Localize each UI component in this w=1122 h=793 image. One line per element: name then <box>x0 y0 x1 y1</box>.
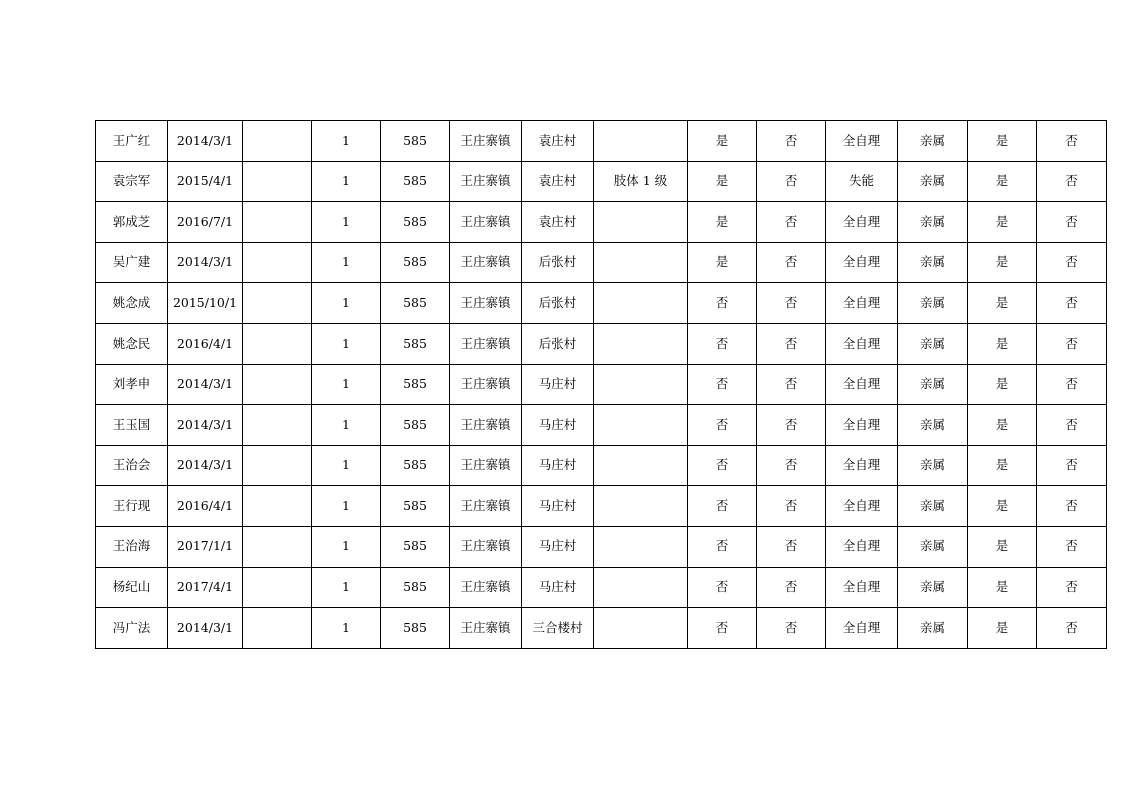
flag-c-cell: 是 <box>968 161 1037 202</box>
village-cell: 袁庄村 <box>522 202 594 243</box>
disability-cell <box>594 608 688 649</box>
flag-b-cell: 否 <box>757 242 826 283</box>
care-level-cell: 全自理 <box>826 121 898 162</box>
town-cell: 王庄寨镇 <box>450 242 522 283</box>
table-row <box>96 323 1107 364</box>
table-row <box>96 567 1107 608</box>
start-date-cell: 2016/4/1 <box>168 486 243 527</box>
village-cell: 马庄村 <box>522 486 594 527</box>
amount-cell: 585 <box>381 486 450 527</box>
town-cell: 王庄寨镇 <box>450 526 522 567</box>
flag-a-cell: 否 <box>688 283 757 324</box>
flag-d-cell: 否 <box>1037 364 1107 405</box>
flag-d-cell: 否 <box>1037 323 1107 364</box>
person-name-cell: 冯广法 <box>96 608 168 649</box>
person-name-cell: 袁宗军 <box>96 161 168 202</box>
person-name-cell: 郭成芝 <box>96 202 168 243</box>
count-cell: 1 <box>312 486 381 527</box>
town-cell: 王庄寨镇 <box>450 161 522 202</box>
table-row <box>96 121 1107 162</box>
flag-a-cell: 否 <box>688 445 757 486</box>
empty-cell <box>243 161 312 202</box>
flag-a-cell: 否 <box>688 526 757 567</box>
flag-b-cell: 否 <box>757 405 826 446</box>
person-name-cell: 姚念民 <box>96 323 168 364</box>
flag-a-cell: 否 <box>688 405 757 446</box>
table-row <box>96 202 1107 243</box>
flag-b-cell: 否 <box>757 283 826 324</box>
table-row <box>96 161 1107 202</box>
flag-a-cell: 否 <box>688 567 757 608</box>
table-row <box>96 608 1107 649</box>
relation-cell: 亲属 <box>898 242 968 283</box>
person-name-cell: 王行现 <box>96 486 168 527</box>
count-cell: 1 <box>312 364 381 405</box>
table-row <box>96 405 1107 446</box>
flag-d-cell: 否 <box>1037 405 1107 446</box>
care-level-cell: 全自理 <box>826 567 898 608</box>
count-cell: 1 <box>312 283 381 324</box>
start-date-cell: 2016/7/1 <box>168 202 243 243</box>
empty-cell <box>243 364 312 405</box>
flag-c-cell: 是 <box>968 202 1037 243</box>
flag-b-cell: 否 <box>757 486 826 527</box>
flag-c-cell: 是 <box>968 567 1037 608</box>
care-level-cell: 全自理 <box>826 445 898 486</box>
relation-cell: 亲属 <box>898 323 968 364</box>
flag-b-cell: 否 <box>757 161 826 202</box>
town-cell: 王庄寨镇 <box>450 405 522 446</box>
flag-a-cell: 否 <box>688 323 757 364</box>
town-cell: 王庄寨镇 <box>450 283 522 324</box>
amount-cell: 585 <box>381 121 450 162</box>
empty-cell <box>243 486 312 527</box>
start-date-cell: 2014/3/1 <box>168 364 243 405</box>
flag-d-cell: 否 <box>1037 242 1107 283</box>
flag-c-cell: 是 <box>968 323 1037 364</box>
start-date-cell: 2014/3/1 <box>168 445 243 486</box>
count-cell: 1 <box>312 323 381 364</box>
person-name-cell: 杨纪山 <box>96 567 168 608</box>
village-cell: 马庄村 <box>522 526 594 567</box>
disability-cell <box>594 445 688 486</box>
count-cell: 1 <box>312 526 381 567</box>
amount-cell: 585 <box>381 364 450 405</box>
flag-d-cell: 否 <box>1037 567 1107 608</box>
empty-cell <box>243 405 312 446</box>
empty-cell <box>243 242 312 283</box>
start-date-cell: 2015/4/1 <box>168 161 243 202</box>
person-name-cell: 王治会 <box>96 445 168 486</box>
town-cell: 王庄寨镇 <box>450 445 522 486</box>
flag-d-cell: 否 <box>1037 445 1107 486</box>
amount-cell: 585 <box>381 526 450 567</box>
flag-b-cell: 否 <box>757 323 826 364</box>
start-date-cell: 2014/3/1 <box>168 608 243 649</box>
village-cell: 马庄村 <box>522 364 594 405</box>
care-level-cell: 全自理 <box>826 405 898 446</box>
amount-cell: 585 <box>381 202 450 243</box>
flag-b-cell: 否 <box>757 364 826 405</box>
village-cell: 三合楼村 <box>522 608 594 649</box>
town-cell: 王庄寨镇 <box>450 323 522 364</box>
empty-cell <box>243 202 312 243</box>
start-date-cell: 2016/4/1 <box>168 323 243 364</box>
flag-b-cell: 否 <box>757 445 826 486</box>
flag-c-cell: 是 <box>968 242 1037 283</box>
care-level-cell: 全自理 <box>826 608 898 649</box>
village-cell: 马庄村 <box>522 405 594 446</box>
table-row <box>96 242 1107 283</box>
empty-cell <box>243 283 312 324</box>
count-cell: 1 <box>312 567 381 608</box>
empty-cell <box>243 323 312 364</box>
flag-a-cell: 否 <box>688 364 757 405</box>
table-row <box>96 445 1107 486</box>
disability-cell <box>594 323 688 364</box>
disability-cell <box>594 283 688 324</box>
disability-cell <box>594 526 688 567</box>
care-level-cell: 全自理 <box>826 526 898 567</box>
village-cell: 后张村 <box>522 323 594 364</box>
relation-cell: 亲属 <box>898 526 968 567</box>
flag-d-cell: 否 <box>1037 608 1107 649</box>
amount-cell: 585 <box>381 445 450 486</box>
town-cell: 王庄寨镇 <box>450 202 522 243</box>
empty-cell <box>243 526 312 567</box>
amount-cell: 585 <box>381 567 450 608</box>
flag-c-cell: 是 <box>968 486 1037 527</box>
flag-a-cell: 否 <box>688 608 757 649</box>
table-row <box>96 364 1107 405</box>
flag-c-cell: 是 <box>968 364 1037 405</box>
table-row <box>96 283 1107 324</box>
relation-cell: 亲属 <box>898 364 968 405</box>
village-cell: 后张村 <box>522 283 594 324</box>
relation-cell: 亲属 <box>898 608 968 649</box>
town-cell: 王庄寨镇 <box>450 486 522 527</box>
relation-cell: 亲属 <box>898 283 968 324</box>
village-cell: 袁庄村 <box>522 161 594 202</box>
count-cell: 1 <box>312 202 381 243</box>
disability-cell <box>594 567 688 608</box>
disability-cell <box>594 405 688 446</box>
care-level-cell: 全自理 <box>826 486 898 527</box>
flag-d-cell: 否 <box>1037 161 1107 202</box>
care-level-cell: 全自理 <box>826 202 898 243</box>
flag-c-cell: 是 <box>968 608 1037 649</box>
flag-d-cell: 否 <box>1037 486 1107 527</box>
flag-b-cell: 否 <box>757 567 826 608</box>
flag-a-cell: 是 <box>688 202 757 243</box>
flag-c-cell: 是 <box>968 283 1037 324</box>
flag-c-cell: 是 <box>968 526 1037 567</box>
disability-cell <box>594 202 688 243</box>
empty-cell <box>243 608 312 649</box>
disability-cell <box>594 242 688 283</box>
care-level-cell: 全自理 <box>826 323 898 364</box>
village-cell: 马庄村 <box>522 445 594 486</box>
disability-cell <box>594 121 688 162</box>
amount-cell: 585 <box>381 405 450 446</box>
flag-d-cell: 否 <box>1037 121 1107 162</box>
care-level-cell: 失能 <box>826 161 898 202</box>
town-cell: 王庄寨镇 <box>450 567 522 608</box>
person-name-cell: 王治海 <box>96 526 168 567</box>
village-cell: 马庄村 <box>522 567 594 608</box>
flag-b-cell: 否 <box>757 608 826 649</box>
amount-cell: 585 <box>381 608 450 649</box>
village-cell: 袁庄村 <box>522 121 594 162</box>
person-name-cell: 王玉国 <box>96 405 168 446</box>
table-body <box>96 121 1107 649</box>
flag-b-cell: 否 <box>757 121 826 162</box>
town-cell: 王庄寨镇 <box>450 121 522 162</box>
count-cell: 1 <box>312 405 381 446</box>
amount-cell: 585 <box>381 161 450 202</box>
table-row <box>96 486 1107 527</box>
flag-b-cell: 否 <box>757 202 826 243</box>
disability-cell: 肢体 1 级 <box>594 161 688 202</box>
relation-cell: 亲属 <box>898 405 968 446</box>
person-name-cell: 吴广建 <box>96 242 168 283</box>
amount-cell: 585 <box>381 283 450 324</box>
town-cell: 王庄寨镇 <box>450 364 522 405</box>
flag-a-cell: 是 <box>688 161 757 202</box>
start-date-cell: 2017/4/1 <box>168 567 243 608</box>
flag-c-cell: 是 <box>968 445 1037 486</box>
care-level-cell: 全自理 <box>826 364 898 405</box>
relation-cell: 亲属 <box>898 121 968 162</box>
care-level-cell: 全自理 <box>826 283 898 324</box>
empty-cell <box>243 567 312 608</box>
count-cell: 1 <box>312 121 381 162</box>
start-date-cell: 2014/3/1 <box>168 121 243 162</box>
empty-cell <box>243 445 312 486</box>
flag-b-cell: 否 <box>757 526 826 567</box>
person-name-cell: 姚念成 <box>96 283 168 324</box>
flag-c-cell: 是 <box>968 121 1037 162</box>
person-name-cell: 刘孝申 <box>96 364 168 405</box>
relation-cell: 亲属 <box>898 567 968 608</box>
relation-cell: 亲属 <box>898 161 968 202</box>
empty-cell <box>243 121 312 162</box>
flag-d-cell: 否 <box>1037 202 1107 243</box>
start-date-cell: 2015/10/1 <box>168 283 243 324</box>
flag-d-cell: 否 <box>1037 283 1107 324</box>
town-cell: 王庄寨镇 <box>450 608 522 649</box>
relation-cell: 亲属 <box>898 445 968 486</box>
start-date-cell: 2014/3/1 <box>168 405 243 446</box>
flag-a-cell: 否 <box>688 486 757 527</box>
person-name-cell: 王广红 <box>96 121 168 162</box>
amount-cell: 585 <box>381 323 450 364</box>
record-table <box>95 120 1107 649</box>
start-date-cell: 2014/3/1 <box>168 242 243 283</box>
count-cell: 1 <box>312 445 381 486</box>
care-level-cell: 全自理 <box>826 242 898 283</box>
count-cell: 1 <box>312 242 381 283</box>
table-row <box>96 526 1107 567</box>
flag-c-cell: 是 <box>968 405 1037 446</box>
relation-cell: 亲属 <box>898 202 968 243</box>
disability-cell <box>594 486 688 527</box>
flag-a-cell: 是 <box>688 121 757 162</box>
amount-cell: 585 <box>381 242 450 283</box>
disability-cell <box>594 364 688 405</box>
count-cell: 1 <box>312 608 381 649</box>
relation-cell: 亲属 <box>898 486 968 527</box>
village-cell: 后张村 <box>522 242 594 283</box>
flag-a-cell: 是 <box>688 242 757 283</box>
count-cell: 1 <box>312 161 381 202</box>
start-date-cell: 2017/1/1 <box>168 526 243 567</box>
flag-d-cell: 否 <box>1037 526 1107 567</box>
